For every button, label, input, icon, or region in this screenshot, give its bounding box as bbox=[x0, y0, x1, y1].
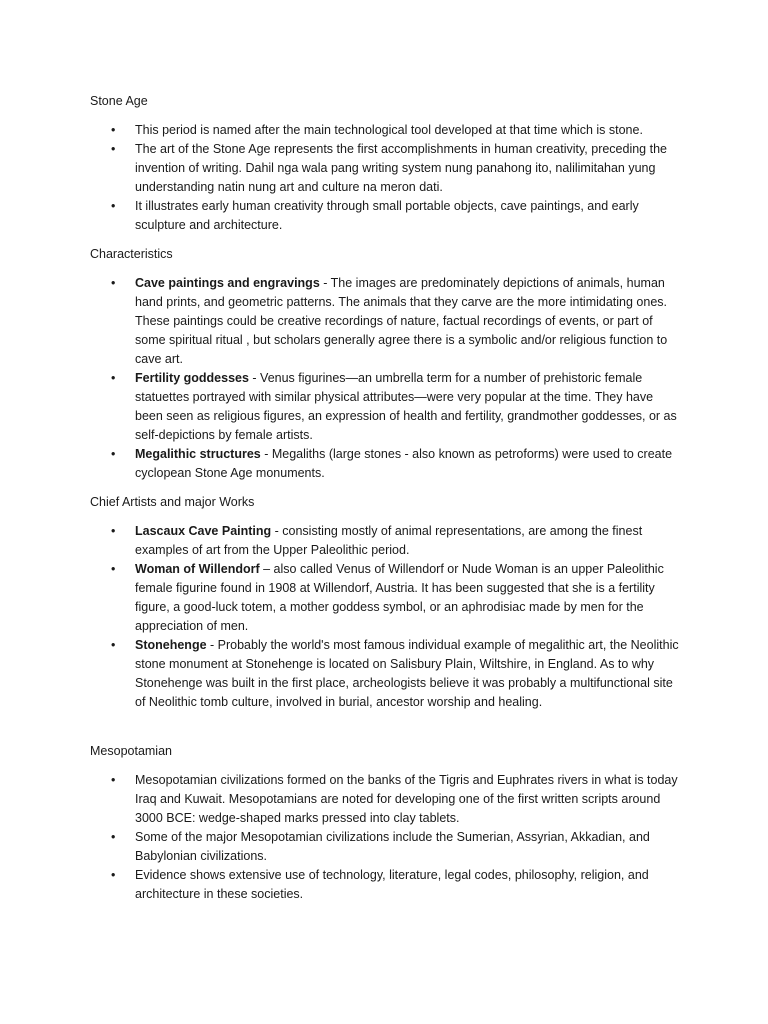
bullet-icon: • bbox=[111, 142, 116, 156]
section-heading: Mesopotamian bbox=[90, 744, 172, 758]
list-item bbox=[90, 522, 680, 560]
list-item bbox=[90, 121, 680, 140]
list-item bbox=[90, 771, 680, 828]
bullet-icon: • bbox=[111, 868, 116, 882]
list-item bbox=[90, 274, 680, 369]
item-term: Megalithic structures bbox=[135, 447, 261, 461]
section-heading: Characteristics bbox=[90, 247, 173, 261]
bullet-icon: • bbox=[111, 123, 116, 137]
section-chief-artists bbox=[90, 493, 680, 712]
item-text: It illustrates early human creativity through small portable objects, cave paintings, and early sculpture and architecture. bbox=[135, 199, 639, 232]
document-body bbox=[90, 92, 680, 904]
list-item bbox=[90, 560, 680, 636]
section-heading: Stone Age bbox=[90, 94, 148, 108]
section-mesopotamian bbox=[90, 742, 680, 904]
item-text: - consisting mostly of animal representations, are among the finest examples of art from the Upper Paleolithic period. bbox=[135, 524, 643, 557]
item-text: Evidence shows extensive use of technology, literature, legal codes, philosophy, religion, and architecture in these societies. bbox=[135, 868, 649, 901]
item-text: - Probably the world's most famous individual example of megalithic art, the Neolithic stone monument at Stonehenge is located on Salisbury Plain, Wiltshire, in England. As to why Stonehenge was built in the first place, archeologists believe it was probably a multifunctional site of Neolithic tomb culture, involved in burial, ancestor worship and healing. bbox=[135, 638, 679, 709]
bullet-icon: • bbox=[111, 830, 116, 844]
bullet-icon: • bbox=[111, 638, 116, 652]
list-item bbox=[90, 369, 680, 445]
list-item bbox=[90, 636, 680, 712]
item-text: – also called Venus of Willendorf or Nude Woman is an upper Paleolithic female figurine found in 1908 at Willendorf, Austria. It has been suggested that she is a fertility figure, a good-luck totem, a mother goddess symbol, or an aphrodisiac made by men for the appreciation of men. bbox=[135, 562, 664, 633]
section-stone-age bbox=[90, 92, 680, 235]
bullet-list bbox=[90, 522, 680, 712]
list-item bbox=[90, 866, 680, 904]
bullet-icon: • bbox=[111, 199, 116, 213]
bullet-icon: • bbox=[111, 562, 116, 576]
bullet-list bbox=[90, 274, 680, 483]
item-term: Lascaux Cave Painting bbox=[135, 524, 272, 538]
item-term: Cave paintings and engravings bbox=[135, 276, 320, 290]
bullet-icon: • bbox=[111, 276, 116, 290]
bullet-icon: • bbox=[111, 371, 116, 385]
item-text: Mesopotamian civilizations formed on the banks of the Tigris and Euphrates rivers in what is today Iraq and Kuwait. Mesopotamians are noted for developing one of the first written scripts around 3000 BCE: wedge-shaped marks pressed into clay tablets. bbox=[135, 773, 678, 825]
bullet-list bbox=[90, 771, 680, 904]
item-text: - Venus figurines—an umbrella term for a number of prehistoric female statuettes portrayed with similar physical attributes—were very popular at the time. They have been seen as religious figures, an expression of health and fertility, grandmother goddesses, or as self-depictions by female artists. bbox=[135, 371, 677, 442]
bullet-icon: • bbox=[111, 447, 116, 461]
item-text: - The images are predominately depictions of animals, human hand prints, and geometric patterns. The animals that they carve are the more intimidating ones. These paintings could be creative recordings of nature, factual recordings of events, or part of some spiritual ritual , but scholars generally agree there is a symbolic and/or religious function to cave art. bbox=[135, 276, 668, 366]
item-term: Fertility goddesses bbox=[135, 371, 249, 385]
bullet-list bbox=[90, 121, 680, 235]
item-term: Stonehenge bbox=[135, 638, 207, 652]
list-item bbox=[90, 197, 680, 235]
bullet-icon: • bbox=[111, 773, 116, 787]
item-text: - Megaliths (large stones - also known as petroforms) were used to create cyclopean Stone Age monuments. bbox=[135, 447, 673, 480]
section-characteristics bbox=[90, 245, 680, 483]
item-text: This period is named after the main technological tool developed at that time which is stone. bbox=[135, 123, 643, 137]
item-term: Woman of Willendorf bbox=[135, 562, 260, 576]
list-item bbox=[90, 445, 680, 483]
bullet-icon: • bbox=[111, 524, 116, 538]
item-text: The art of the Stone Age represents the first accomplishments in human creativity, preceding the invention of writing. Dahil nga wala pang writing system nung panahong ito, nalilimitahan yung understanding natin nung art and culture na meron dati. bbox=[135, 142, 667, 194]
list-item bbox=[90, 140, 680, 197]
section-heading: Chief Artists and major Works bbox=[90, 495, 255, 509]
list-item bbox=[90, 828, 680, 866]
item-text: Some of the major Mesopotamian civilizations include the Sumerian, Assyrian, Akkadian, and Babylonian civilizations. bbox=[135, 830, 650, 863]
